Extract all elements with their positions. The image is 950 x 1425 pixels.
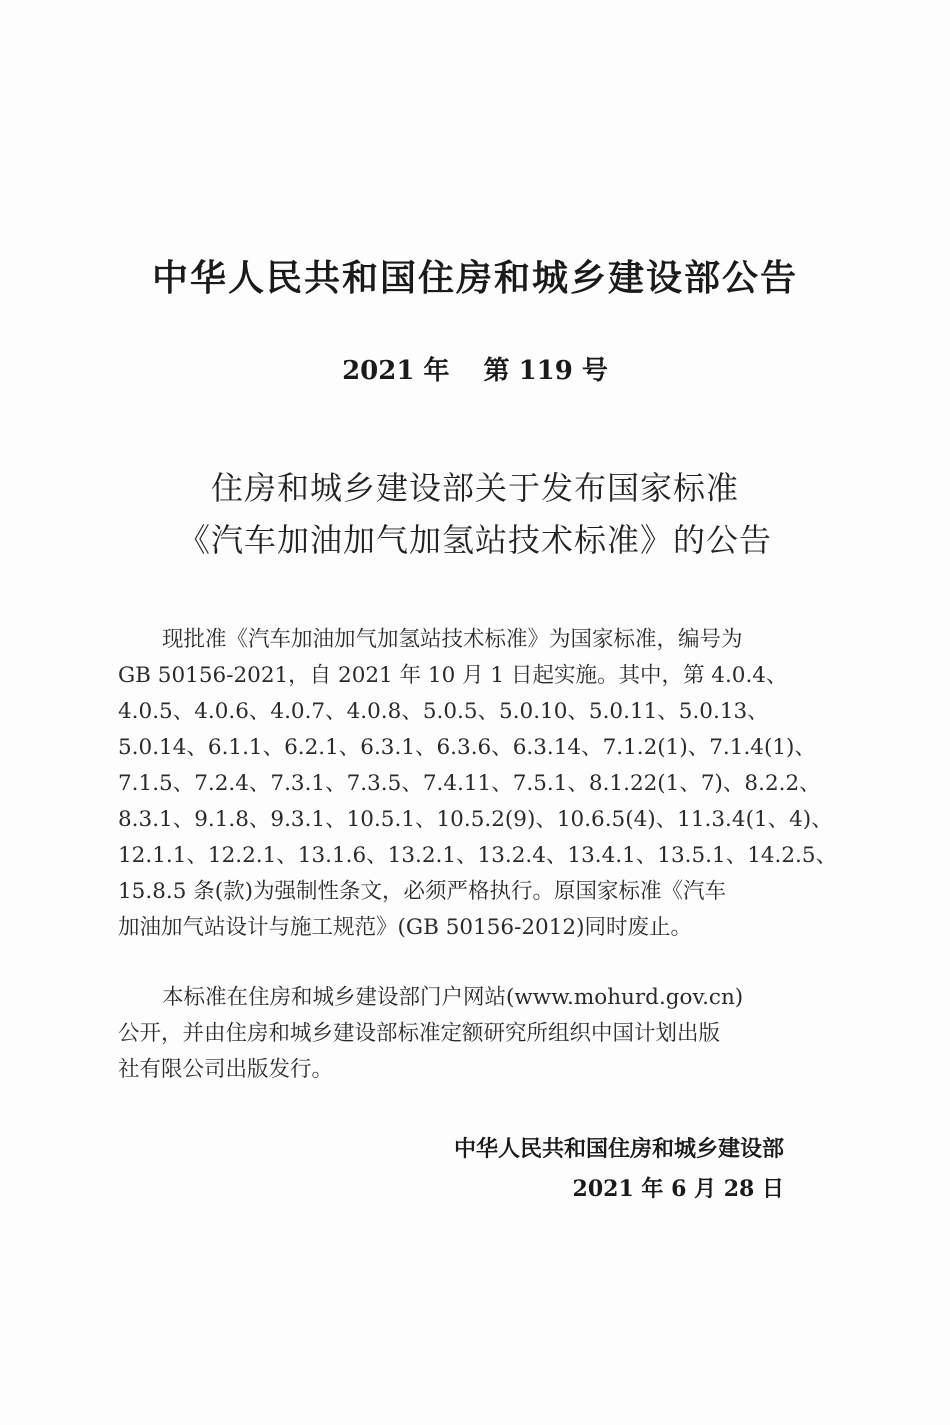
signature-org: 中华人民共和国住房和城乡建设部 [453, 1137, 784, 1162]
paragraph-line: 社有限公司出版发行。 [118, 1057, 334, 1082]
signature-date: 2021 年 6 月 28 日 [572, 1176, 784, 1202]
issue-number: 第 119 号 [483, 356, 608, 386]
paragraph-line: 15.8.5 条(款)为强制性条文，必须严格执行。原国家标准《汽车 [118, 879, 726, 904]
subject-line: 住房和城乡建设部关于发布国家标准 [210, 469, 739, 507]
paragraph-line: 8.3.1、9.1.8、9.3.1、10.5.1、10.5.2(9)、10.6.5(4)、11.3.4(1、4)、 [118, 807, 833, 832]
body-paragraph-1 [118, 622, 838, 946]
paragraph-line: 12.1.1、12.2.1、13.1.6、13.2.1、13.2.4、13.4.1、13.5.1、14.2.5、 [118, 843, 838, 868]
body-paragraph-2 [118, 980, 838, 1088]
announcement-issue-number [0, 350, 950, 387]
announcement-org-title: 中华人民共和国住房和城乡建设部公告 [151, 258, 798, 299]
paragraph-line: 加油加气站设计与施工规范》(GB 50156-2012)同时废止。 [118, 915, 692, 940]
subject-line: 《汽车加油加气加氢站技术标准》的公告 [177, 521, 772, 559]
paragraph-line: 5.0.14、6.1.1、6.2.1、6.3.1、6.3.6、6.3.14、7.1.2(1)、7.1.4(1)、 [118, 735, 816, 760]
paragraph-line: 4.0.5、4.0.6、4.0.7、4.0.8、5.0.5、5.0.10、5.0.11、5.0.13、 [118, 699, 769, 724]
paragraph-line: GB 50156-2021，自 2021 年 10 月 1 日起实施。其中，第 4.0.4、 [118, 663, 788, 688]
paragraph-line: 本标准在住房和城乡建设部门户网站(www.mohurd.gov.cn) [162, 985, 744, 1010]
issue-year: 2021 年 [342, 356, 450, 386]
paragraph-line: 现批准《汽车加油加气加氢站技术标准》为国家标准，编号为 [162, 627, 743, 652]
paragraph-line: 公开，并由住房和城乡建设部标准定额研究所组织中国计划出版 [118, 1021, 721, 1046]
announcement-subject [0, 462, 950, 566]
paragraph-line: 7.1.5、7.2.4、7.3.1、7.3.5、7.4.11、7.5.1、8.1.22(1、7)、8.2.2、 [118, 771, 821, 796]
